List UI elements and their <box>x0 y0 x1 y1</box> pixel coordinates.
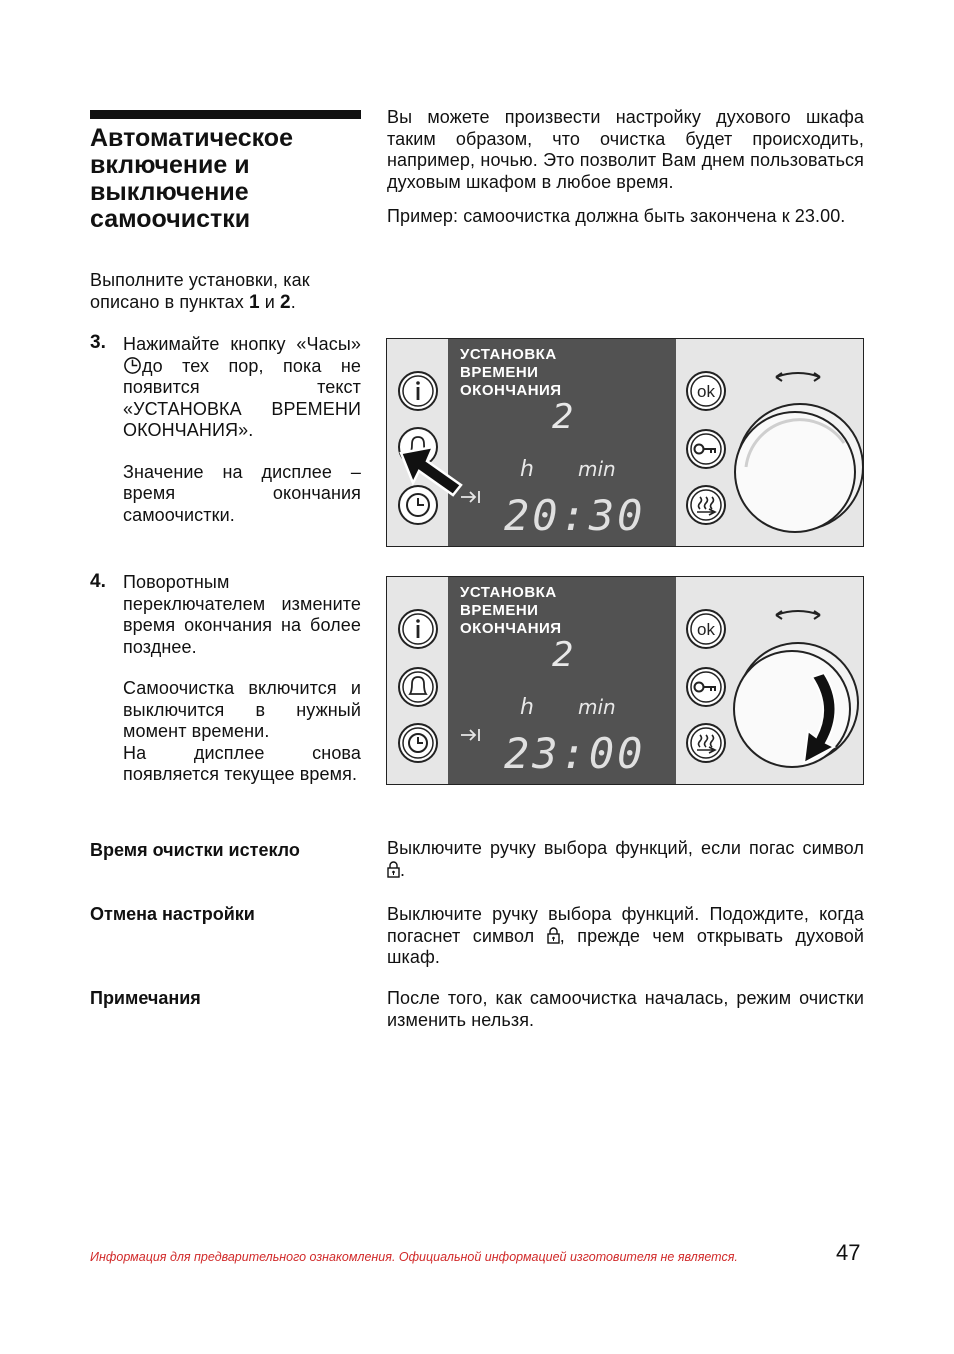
oven-control-panel-2 <box>386 576 864 785</box>
lcd-line-3: ОКОНЧАНИЯ <box>460 620 562 637</box>
page-title: Автоматическое включение и выключение самоочистки <box>90 124 293 233</box>
setup-end: . <box>290 291 296 312</box>
lock-icon <box>547 927 560 944</box>
lcd-time: 23:00 <box>504 729 646 778</box>
note-text-1-a: Выключите ручку выбора функций, если погас символ <box>387 838 864 858</box>
note-label-3: Примечания <box>90 988 201 1008</box>
step-4-text <box>123 572 361 786</box>
step-3-text-a: Нажимайте кнопку «Часы» <box>123 334 361 354</box>
press-arrow-icon <box>387 439 477 509</box>
note-label-2: Отмена настройки <box>90 904 255 924</box>
intro-paragraph-1: Вы можете произвести настройку духового шкафа таким образом, что очистка будет происходить, например, ночью. Это позволит Вам днем пользоваться духовым шкафом в любое время. <box>387 107 864 192</box>
note-text-3-a: После того, как самоочистка началась, режим очистки изменить нельзя. <box>387 988 864 1030</box>
lcd-title <box>460 346 562 400</box>
lcd-line-1: УСТАНОВКА <box>460 584 557 601</box>
lcd-hours-label: h <box>520 457 534 482</box>
step-4-paragraph-2: Самоочистка включится и выключится в нужный момент времени. <box>123 678 361 741</box>
heat-icon[interactable] <box>687 486 725 524</box>
step-4-paragraph-1: Поворотным переключателем измените время окончания на более позднее. <box>123 572 361 657</box>
ok-label: ok <box>697 620 715 639</box>
lcd-title <box>460 584 562 638</box>
note-text-1-b: . <box>400 859 406 880</box>
note-text-1 <box>387 838 864 881</box>
note-text-2-a: Выключите ручку выбора функций. Подождите, когда погаснет символ <box>387 904 864 946</box>
bell-icon[interactable] <box>399 668 437 706</box>
lcd-minutes-label: min <box>578 695 616 719</box>
intro-text <box>387 107 864 241</box>
step-3-paragraph-2: Значение на дисплее – время окончания самоочистки. <box>123 461 361 525</box>
info-icon[interactable] <box>399 372 437 410</box>
note-label-1: Время очистки истекло <box>90 840 300 860</box>
setup-ref-1: 1 <box>248 291 260 313</box>
lcd-minutes-label: min <box>578 457 616 481</box>
step-3-paragraph-1 <box>123 334 361 442</box>
step-3-number: 3. <box>90 332 106 353</box>
lcd-line-2: ВРЕМЕНИ <box>460 364 539 381</box>
ok-label: ok <box>697 382 715 401</box>
step-4-paragraph-3: На дисплее снова появляется текущее время. <box>123 742 361 784</box>
lcd-line-1: УСТАНОВКА <box>460 346 557 363</box>
page-number: 47 <box>836 1240 861 1265</box>
key-icon[interactable] <box>687 430 725 468</box>
lcd-line-3: ОКОНЧАНИЯ <box>460 382 562 399</box>
info-icon[interactable] <box>399 610 437 648</box>
lcd-time: 20:30 <box>504 491 646 540</box>
lock-icon <box>387 861 400 878</box>
step-4-number: 4. <box>90 571 106 592</box>
footer-disclaimer: Информация для предварительного ознакомления. Официальной информацией изготовителя не является. <box>90 1250 738 1264</box>
clock-button[interactable] <box>399 724 437 762</box>
setup-paragraph <box>90 270 361 313</box>
note-text-2-b: , прежде чем открывать духовой шкаф. <box>387 925 864 967</box>
lcd-display <box>448 339 676 546</box>
right-control-area <box>676 577 864 785</box>
lcd-digit: 2 <box>552 397 574 437</box>
right-control-area <box>676 339 864 547</box>
setup-ref-2: 2 <box>280 291 291 313</box>
left-button-column <box>387 577 449 785</box>
heading-rule <box>90 110 361 119</box>
end-time-icon <box>460 727 482 743</box>
clock-icon <box>123 356 142 375</box>
setup-and: и <box>264 291 275 312</box>
rotary-knob-icon[interactable] <box>735 373 863 532</box>
lcd-digit: 2 <box>552 635 574 675</box>
setup-text: Выполните установки, как описано в пунктах <box>90 270 310 312</box>
note-text-2 <box>387 904 864 969</box>
ok-icon[interactable] <box>687 372 725 410</box>
note-text-3 <box>387 988 864 1031</box>
lcd-display <box>448 577 676 784</box>
oven-control-panel-1 <box>386 338 864 547</box>
ok-icon[interactable] <box>687 610 725 648</box>
key-icon[interactable] <box>687 668 725 706</box>
step-3-text-b: до тех пор, пока не появится текст «УСТАНОВКА ВРЕМЕНИ ОКОНЧАНИЯ». <box>123 355 361 440</box>
lcd-line-2: ВРЕМЕНИ <box>460 602 539 619</box>
step-3-text <box>123 334 361 546</box>
rotary-knob-icon[interactable] <box>734 611 858 767</box>
lcd-hours-label: h <box>520 695 534 720</box>
heat-icon[interactable] <box>687 724 725 762</box>
intro-paragraph-2: Пример: самоочистка должна быть закончена к 23.00. <box>387 206 846 226</box>
